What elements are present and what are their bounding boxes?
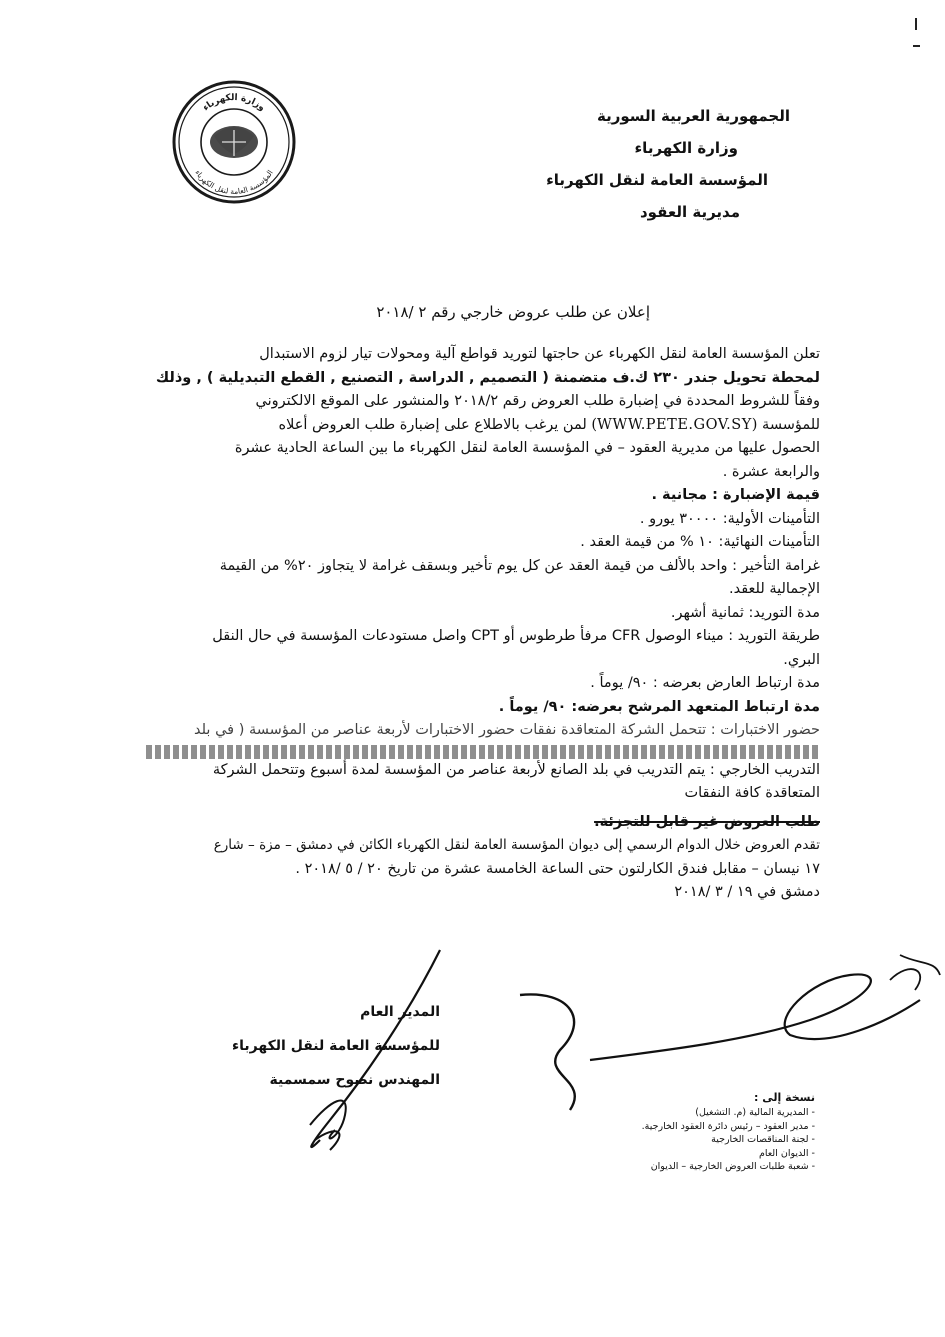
external-training: التدريب الخارجي : يتم التدريب في بلد الصانع لأربعة عناصر من المؤسسة لمدة أسبوع وتتحمل الشركة bbox=[212, 761, 820, 778]
scan-mark bbox=[915, 18, 917, 30]
copy-recipient: - شعبة طلبات العروض الخارجية – الديوان bbox=[650, 1161, 815, 1172]
body-text-fragment: للمؤسسة bbox=[762, 416, 820, 433]
copies-heading: نسخة إلى : bbox=[753, 1091, 815, 1104]
copy-recipient: - لجنة المناقصات الخارجية bbox=[711, 1134, 815, 1145]
initial-guarantee: التأمينات الأولية: ٣٠٠٠٠ يورو . bbox=[639, 510, 820, 527]
signatory-name: المهندس نصوح سمسمية bbox=[269, 1072, 440, 1088]
external-training-cont: المتعاقدة كافة النفقات bbox=[684, 785, 820, 801]
body-text-fragment: لمن يرغب بالاطلاع على إضبارة طلب العروض أعلاه bbox=[278, 416, 587, 433]
letterhead-country: الجمهورية العربية السورية bbox=[597, 107, 790, 125]
letterhead-directorate: مديرية العقود bbox=[639, 203, 740, 221]
announcement-body bbox=[146, 343, 820, 905]
issue-date: دمشق في ١٩ / ٣ /٢٠١٨ bbox=[674, 884, 820, 900]
body-line: وفقاً للشروط المحددة في إضبارة طلب العروض رقم ٢٠١٨/٢ والمنشور على الموقع الالكتروني bbox=[255, 393, 820, 409]
delay-penalty-cont: الإجمالية للعقد. bbox=[728, 581, 820, 597]
seal-top-text: وزارة الكهرباء bbox=[201, 92, 267, 114]
letterhead-ministry: وزارة الكهرباء bbox=[634, 139, 738, 157]
final-guarantee: التأمينات النهائية: ١٠ % من قيمة العقد . bbox=[580, 534, 820, 550]
letterhead-establishment: المؤسسة العامة لنقل الكهرباء bbox=[546, 171, 768, 189]
submission-terms: تقدم العروض خلال الدوام الرسمي إلى ديوان المؤسسة العامة لنقل الكهرباء الكائن في دمشق – مزة – شارع bbox=[213, 837, 820, 853]
signatory-title: المدير العام bbox=[360, 1004, 440, 1020]
submission-deadline: ١٧ نيسان – مقابل فندق الكارلتون حتى الساعة الخامسة عشرة من تاريخ ٢٠ / ٥ /٢٠١٨ . bbox=[295, 860, 820, 877]
dossier-price: قيمة الإضبارة : مجانية . bbox=[651, 487, 820, 503]
body-line: لمحطة تحويل جندر ٢٣٠ ك.ف متضمنة ( التصميم , الدراسة , التصنيع , القطع التبديلية ) , وذلك bbox=[155, 369, 820, 386]
indivisibility-note: طلب العروض غير قابل للتجزئة. bbox=[594, 813, 820, 830]
supply-period: مدة التوريد: ثمانية أشهر. bbox=[670, 604, 820, 621]
delay-penalty: غرامة التأخير : واحد بالألف من قيمة العقد عن كل يوم تأخير وبسقف غرامة لا يتجاوز ٢٠% من القيمة bbox=[219, 557, 820, 574]
letterhead bbox=[460, 100, 790, 228]
body-line: والرابعة عشرة . bbox=[722, 463, 820, 480]
website-url: (WWW.PETE.GOV.SY) bbox=[591, 416, 758, 433]
scan-noise-band bbox=[146, 745, 820, 759]
body-line bbox=[146, 414, 820, 438]
contractor-commitment-period: مدة ارتباط المتعهد المرشح بعرضه: ٩٠/ يوماً . bbox=[498, 698, 820, 715]
supply-method-cont: البري. bbox=[783, 651, 820, 668]
copy-recipient: - المديرية المالية (م. التشغيل) bbox=[695, 1107, 815, 1118]
body-line: تعلن المؤسسة العامة لنقل الكهرباء عن حاجتها لتوريد قواطع آلية ومحولات تيار لزوم الاستبدال bbox=[259, 346, 820, 362]
announcement-title: إعلان عن طلب عروض خارجي رقم ٢ /٢٠١٨ bbox=[376, 303, 650, 321]
tests-attendance: حضور الاختبارات : تتحمل الشركة المتعاقدة نفقات حضور الاختبارات لأربعة عناصر من المؤسسة ( في بلد bbox=[194, 722, 820, 738]
scan-mark bbox=[913, 45, 920, 47]
seal-bottom-text: المؤسسة العامة لنقل الكهرباء bbox=[193, 168, 275, 197]
body-line: الحصول عليها من مديرية العقود – في المؤسسة العامة لنقل الكهرباء ما بين الساعة الحادية عشرة bbox=[234, 440, 820, 456]
supply-method: طريقة التوريد : ميناء الوصول CFR مرفأ طرطوس أو CPT واصل مستودعات المؤسسة في حال النقل bbox=[212, 628, 820, 644]
ministry-seal-icon bbox=[170, 78, 298, 206]
svg-text:المؤسسة العامة لنقل الكهرباء bbox=[193, 168, 275, 196]
signatory-organization: للمؤسسة العامة لنقل الكهرباء bbox=[232, 1038, 440, 1054]
svg-text:وزارة الكهرباء bbox=[201, 93, 267, 113]
copy-recipient: - الديوان العام bbox=[758, 1147, 815, 1159]
bidder-commitment-period: مدة ارتباط العارض بعرضه : ٩٠/ يوماً . bbox=[590, 675, 820, 691]
copy-recipient: - مدير العقود – رئيس دائرة العقود الخارجية. bbox=[641, 1120, 815, 1132]
copies-list bbox=[610, 1090, 815, 1174]
